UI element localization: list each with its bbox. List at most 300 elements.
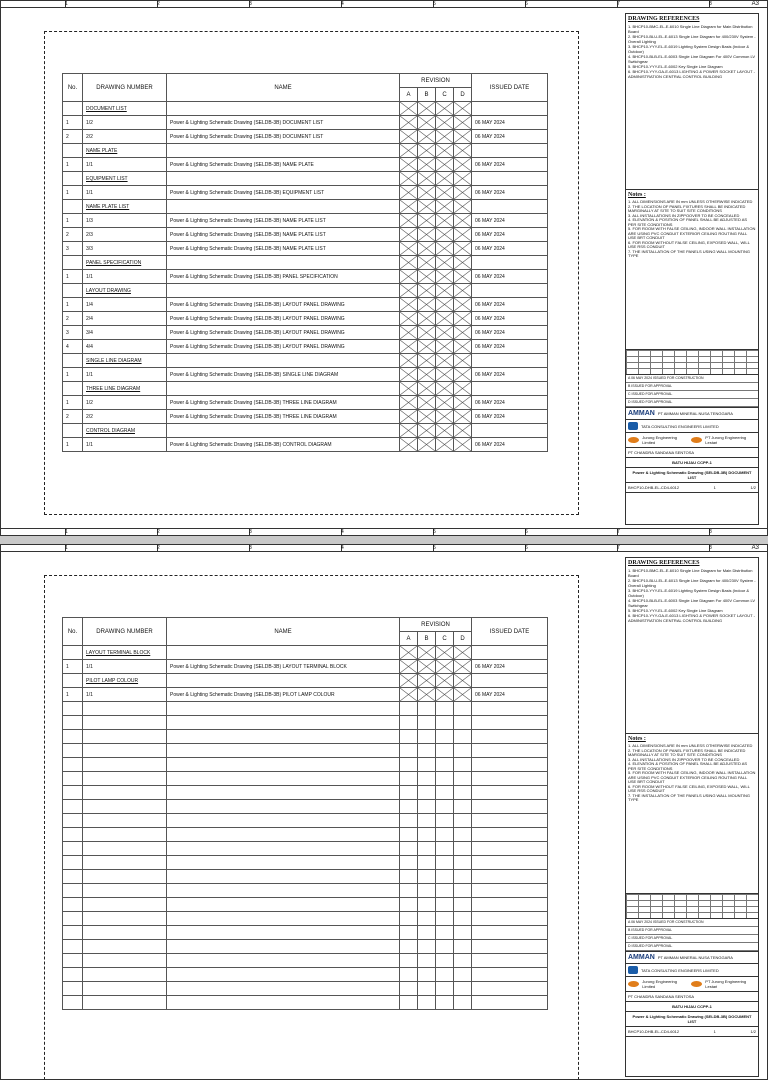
row-no (63, 102, 83, 116)
empty-row (63, 968, 548, 982)
note-item: 3. ALL INSTALLATIONS IN ZIPPOOVER TO BE CONCEALED (628, 212, 740, 218)
table-row (63, 396, 548, 410)
revision-cell (436, 646, 454, 660)
revision-cell (400, 284, 418, 298)
project-row (626, 1002, 758, 1012)
table-row (63, 438, 548, 452)
revision-cell (400, 158, 418, 172)
revision-cell (400, 186, 418, 200)
revision-cell (418, 158, 436, 172)
revision-cell (454, 382, 472, 396)
section-label: SINGLE LINE DIAGRAM (83, 354, 167, 368)
revision-cell (436, 242, 454, 256)
row-no: 2 (63, 130, 83, 144)
revision-cell (400, 326, 418, 340)
row-no (63, 144, 83, 158)
issued-date: 06 MAY 2024 (472, 298, 548, 312)
reference-item: 5. BHCP10-YYY-EL-E-6002 Key Single Line Diagram (628, 64, 723, 69)
drawing-number-row (626, 483, 758, 493)
revision-row: C ISSUED FOR APPROVAL (626, 935, 758, 943)
drawing-number: BHCP10-DHB-EL-CD4-6012 (628, 485, 680, 490)
ruler-number: 2 (157, 545, 160, 551)
reference-item: 4. BHCP10-BLB-EL-E-6003 Single Line Diagram For 400V Common LV Switchgear (628, 598, 756, 608)
empty-row (63, 898, 548, 912)
header-issued-date: ISSUED DATE (472, 74, 548, 102)
bottom-ruler (1, 528, 768, 535)
header-revision: REVISION (400, 618, 472, 632)
ruler-number: 7 (617, 1, 620, 7)
drawing-title: Power & Lighting Schematic Drawing (SELDB-3B) DOCUMENT LIST (632, 470, 752, 480)
empty-row (63, 758, 548, 772)
revision-cell (400, 102, 418, 116)
ruler-number: 3 (249, 1, 252, 7)
page-separator (0, 536, 768, 544)
table-row (63, 326, 548, 340)
owner-name: PT AMMAN MINERAL NUSA TENGGARA (657, 955, 733, 960)
revision-cell (418, 382, 436, 396)
section-label: CONTROL DIAGRAM (83, 424, 167, 438)
table-row (63, 312, 548, 326)
revision-cell (454, 424, 472, 438)
revision-cell (454, 144, 472, 158)
row-no: 1 (63, 158, 83, 172)
drawing-name: Power & Lighting Schematic Drawing (SELDB-3B) DOCUMENT LIST (167, 130, 400, 144)
revision-cell (454, 284, 472, 298)
table-row (63, 200, 548, 214)
issued-date: 06 MAY 2024 (472, 214, 548, 228)
drawing-name: Power & Lighting Schematic Drawing (SELDB-3B) CONTROL DIAGRAM (167, 438, 400, 452)
row-no (63, 382, 83, 396)
header-no: No. (63, 74, 83, 102)
row-no: 1 (63, 396, 83, 410)
table-row (63, 354, 548, 368)
revision-cell (400, 298, 418, 312)
revision-row: A 06 MAY 2024 ISSUED FOR CONSTRUCTION (626, 375, 758, 383)
table-row (63, 172, 548, 186)
revision-cell (418, 396, 436, 410)
note-item: 4. ELEVATION & POSITION OF PANEL SHALL BE ADJUSTED AS PER SITE CONDITIONS (628, 761, 748, 771)
table-row (63, 270, 548, 284)
contractor-row (626, 433, 758, 448)
empty-row (63, 744, 548, 758)
revision-cell (454, 256, 472, 270)
row-no: 3 (63, 326, 83, 340)
revision-cell (436, 284, 454, 298)
drawing-number: 1/3 (83, 214, 167, 228)
revision-cell (436, 256, 454, 270)
revision-cell (454, 186, 472, 200)
revision-cell (418, 172, 436, 186)
row-no (63, 646, 83, 660)
revision-cell (418, 242, 436, 256)
drawing-number: 3/3 (83, 242, 167, 256)
row-no: 1 (63, 688, 83, 702)
revision-cell (400, 688, 418, 702)
empty-row (63, 800, 548, 814)
issued-date: 06 MAY 2024 (472, 242, 548, 256)
issued-date: 06 MAY 2024 (472, 158, 548, 172)
references-title: DRAWING REFERENCES (628, 560, 700, 566)
revision-row: B ISSUED FOR APPROVAL (626, 383, 758, 391)
issued-date: 06 MAY 2024 (472, 228, 548, 242)
revision-cell (400, 200, 418, 214)
revision-cell (418, 424, 436, 438)
revision-cell (418, 368, 436, 382)
drawing-number: 1/1 (83, 688, 167, 702)
revision-cell (454, 660, 472, 674)
issued-date: 06 MAY 2024 (472, 116, 548, 130)
table-row (63, 228, 548, 242)
revision-cell (418, 354, 436, 368)
revision-cell (454, 688, 472, 702)
revision-cell (436, 186, 454, 200)
drawing-name: Power & Lighting Schematic Drawing (SELDB-3B) LAYOUT TERMINAL BLOCK (167, 660, 400, 674)
reference-item: 1. BHCP10-BMC-EL-E-6010 Single Line Diagram for Main Distribution Board (628, 24, 753, 34)
header-drawing-number: DRAWING NUMBER (83, 618, 167, 646)
ruler-number: 5 (433, 529, 436, 535)
revision-cell (418, 410, 436, 424)
project-name: BATU HIJAU CCPP-1 (672, 1004, 712, 1009)
issued-date: 06 MAY 2024 (472, 368, 548, 382)
ruler-number: 2 (157, 529, 160, 535)
top-ruler (1, 545, 768, 552)
section-label: EQUIPMENT LIST (83, 172, 167, 186)
notes-section (626, 734, 758, 894)
subcontractor-row (626, 448, 758, 458)
revision-cell (454, 396, 472, 410)
revision-cell (418, 256, 436, 270)
revision-cell (400, 116, 418, 130)
row-no: 3 (63, 242, 83, 256)
drawing-name: Power & Lighting Schematic Drawing (SELDB-3B) NAME PLATE LIST (167, 214, 400, 228)
consultant-name: TATA CONSULTING ENGINEERS LIMITED (641, 423, 719, 429)
table-row (63, 256, 548, 270)
revision-cell (418, 674, 436, 688)
revision-cell (436, 214, 454, 228)
jel-logo-icon (691, 981, 702, 987)
reference-item: 5. BHCP10-YYY-EL-E-6002 Key Single Line Diagram (628, 608, 723, 613)
note-item: 2. THE LOCATION OF PANEL FIXTURES SHALL BE INDICATED MARGINALLY AT SITE TO SUIT SITE CONDITIONS (628, 747, 746, 757)
owner-name: PT AMMAN MINERAL NUSA TENGGARA (657, 411, 733, 416)
revision-cell (436, 102, 454, 116)
drawing-name: Power & Lighting Schematic Drawing (SELDB-3B) PILOT LAMP COLOUR (167, 688, 400, 702)
revision-cell (418, 298, 436, 312)
row-no: 1 (63, 186, 83, 200)
revision-cell (400, 646, 418, 660)
empty-row (63, 842, 548, 856)
revision-cell (418, 186, 436, 200)
revision-row: D ISSUED FOR APPROVAL (626, 399, 758, 407)
reference-item: 6. BHCP10-YYY-GA-E-6013 LIGHTING & POWER SOCKET LAYOUT - ADMINISTRATION CENTRAL CONTROL BUILDING (628, 613, 755, 623)
revision-table (626, 919, 758, 952)
sheet-size-label: A3 (751, 545, 759, 551)
row-no (63, 354, 83, 368)
row-no (63, 200, 83, 214)
reference-item: 6. BHCP10-YYY-GA-E-6013 LIGHTING & POWER SOCKET LAYOUT - ADMINISTRATION CENTRAL CONTROL BUILDING (628, 69, 755, 79)
of-sheets: 1/2 (750, 1029, 756, 1034)
revision-cell (400, 674, 418, 688)
drawing-name: Power & Lighting Schematic Drawing (SELDB-3B) THREE LINE DIAGRAM (167, 396, 400, 410)
drawing-name: Power & Lighting Schematic Drawing (SELDB-3B) NAME PLATE (167, 158, 400, 172)
note-item: 1. ALL DIMENSIONS ARE IN mm UNLESS OTHERWISE INDICATED (628, 199, 753, 204)
table-row (63, 646, 548, 660)
revision-cell (454, 368, 472, 382)
empty-row (63, 856, 548, 870)
drawing-number: 1/1 (83, 186, 167, 200)
header-rev-d: D (454, 632, 472, 646)
revision-cell (454, 214, 472, 228)
revision-cell (418, 312, 436, 326)
header-rev-d: D (454, 88, 472, 102)
sheet-number: 1 (713, 485, 716, 490)
reference-item: 1. BHCP10-BMC-EL-E-6010 Single Line Diagram for Main Distribution Board (628, 568, 753, 578)
ruler-number: 1 (65, 1, 68, 7)
drawing-name: Power & Lighting Schematic Drawing (SELDB-3B) NAME PLATE LIST (167, 228, 400, 242)
revision-cell (436, 340, 454, 354)
document-register-table (62, 617, 548, 1010)
row-no: 1 (63, 116, 83, 130)
empty-row (63, 730, 548, 744)
ruler-number: 6 (525, 545, 528, 551)
revision-cell (436, 298, 454, 312)
revision-cell (436, 410, 454, 424)
drawing-number: 1/4 (83, 298, 167, 312)
ruler-number: 4 (341, 529, 344, 535)
table-row (63, 102, 548, 116)
note-item: 5. FOR ROOM WITH FALSE CEILING, INDOOR WALL INSTALLATION ARE USING PVC CONDUIT EXTERIOR CEILING ROUTING FALL USE BRT CONDUIT (628, 770, 756, 784)
drawing-name: Power & Lighting Schematic Drawing (SELDB-3B) NAME PLATE LIST (167, 242, 400, 256)
table-row (63, 242, 548, 256)
revision-cell (436, 312, 454, 326)
revision-cell (400, 312, 418, 326)
revision-cell (454, 354, 472, 368)
owner-row (626, 408, 758, 420)
references-title: DRAWING REFERENCES (628, 16, 700, 22)
consultant-row (626, 964, 758, 977)
revision-cell (436, 200, 454, 214)
table-row (63, 674, 548, 688)
header-rev-c: C (436, 632, 454, 646)
revision-cell (454, 340, 472, 354)
contractor-name-2: PT Jurong Engineering Lestari (705, 979, 747, 989)
revision-cell (418, 326, 436, 340)
ruler-number: 6 (525, 1, 528, 7)
revision-cell (436, 144, 454, 158)
row-no: 1 (63, 270, 83, 284)
issued-date: 06 MAY 2024 (472, 396, 548, 410)
revision-row: D ISSUED FOR APPROVAL (626, 943, 758, 951)
tata-logo-icon (628, 422, 638, 430)
revision-cell (436, 270, 454, 284)
drawing-number: 1/2 (83, 116, 167, 130)
note-item: 3. ALL INSTALLATIONS IN ZIPPOOVER TO BE CONCEALED (628, 756, 740, 762)
owner-row (626, 952, 758, 964)
table-row (63, 660, 548, 674)
contractor-name-2: PT Jurong Engineering Lestari (705, 435, 747, 445)
revision-cell (418, 144, 436, 158)
revision-cell (400, 410, 418, 424)
header-rev-a: A (400, 632, 418, 646)
ruler-number: 5 (433, 1, 436, 7)
revision-cell (418, 270, 436, 284)
subcontractor-row (626, 992, 758, 1002)
revision-cell (454, 242, 472, 256)
revision-cell (436, 172, 454, 186)
section-label: THREE LINE DIAGRAM (83, 382, 167, 396)
note-item: 7. THE INSTALLATION OF THE PANELS USING WALL MOUNTING TYPE (628, 248, 751, 258)
project-name: BATU HIJAU CCPP-1 (672, 460, 712, 465)
empty-row (63, 912, 548, 926)
drawing-name: Power & Lighting Schematic Drawing (SELDB-3B) DOCUMENT LIST (167, 116, 400, 130)
revision-cell (400, 214, 418, 228)
section-label: LAYOUT DRAWING (83, 284, 167, 298)
notes-section (626, 190, 758, 350)
issued-date: 06 MAY 2024 (472, 186, 548, 200)
empty-row (63, 884, 548, 898)
revision-row: C ISSUED FOR APPROVAL (626, 391, 758, 399)
ruler-number: 4 (341, 545, 344, 551)
drawing-references (626, 14, 758, 190)
issued-date: 06 MAY 2024 (472, 326, 548, 340)
drawing-references (626, 558, 758, 734)
header-name: NAME (167, 74, 400, 102)
table-row (63, 368, 548, 382)
reference-item: 3. BHCP10-YYY-EL-E-6019 Lighting System Design Basis (Indoor & Outdoor) (628, 588, 750, 598)
drawing-title-row (626, 1012, 758, 1027)
subcontractor-name: PT CHANDRA SANDANA SENTOSA (628, 450, 695, 455)
row-no: 1 (63, 438, 83, 452)
row-no (63, 674, 83, 688)
reference-item: 4. BHCP10-BLB-EL-E-6003 Single Line Diagram For 400V Common LV Switchgear (628, 54, 756, 64)
empty-row (63, 772, 548, 786)
ruler-number: 8 (709, 1, 712, 7)
issued-date: 06 MAY 2024 (472, 688, 548, 702)
drawing-name: Power & Lighting Schematic Drawing (SELDB-3B) THREE LINE DIAGRAM (167, 410, 400, 424)
revision-cell (400, 660, 418, 674)
table-row (63, 214, 548, 228)
jel-logo-icon (691, 437, 702, 443)
issued-date: 06 MAY 2024 (472, 660, 548, 674)
revision-cell (400, 228, 418, 242)
table-row (63, 688, 548, 702)
document-register-table (62, 73, 548, 452)
drawing-number: 1/2 (83, 396, 167, 410)
revision-cell (436, 688, 454, 702)
header-issued-date: ISSUED DATE (472, 618, 548, 646)
revision-cell (454, 674, 472, 688)
section-label: PANEL SPECIFICATION (83, 256, 167, 270)
empty-row (63, 926, 548, 940)
drawing-number: 1/1 (83, 368, 167, 382)
ruler-number: 1 (65, 529, 68, 535)
issued-date: 06 MAY 2024 (472, 270, 548, 284)
drawing-name: Power & Lighting Schematic Drawing (SELDB-3B) PANEL SPECIFICATION (167, 270, 400, 284)
revision-cell (400, 144, 418, 158)
revision-cell (400, 354, 418, 368)
revision-cell (418, 130, 436, 144)
tata-logo-icon (628, 966, 638, 974)
revision-cell (400, 270, 418, 284)
of-sheets: 1/2 (750, 485, 756, 490)
revision-cell (436, 438, 454, 452)
revision-cell (454, 116, 472, 130)
reference-item: 2. BHCP10-BLU-EL-E-6013 Single Line Diagram for 400/230V System - Overall Lighting (628, 578, 756, 588)
row-no: 4 (63, 340, 83, 354)
header-rev-a: A (400, 88, 418, 102)
drawing-name: Power & Lighting Schematic Drawing (SELDB-3B) LAYOUT PANEL DRAWING (167, 298, 400, 312)
drawing-number-row (626, 1027, 758, 1037)
project-row (626, 458, 758, 468)
note-item: 2. THE LOCATION OF PANEL FIXTURES SHALL BE INDICATED MARGINALLY AT SITE TO SUIT SITE CONDITIONS (628, 203, 746, 213)
revision-cell (454, 410, 472, 424)
revision-cell (436, 382, 454, 396)
drawing-number: 1/1 (83, 438, 167, 452)
note-item: 4. ELEVATION & POSITION OF PANEL SHALL BE ADJUSTED AS PER SITE CONDITIONS (628, 217, 748, 227)
empty-row (63, 996, 548, 1010)
revision-cell (400, 382, 418, 396)
ruler-number: 7 (617, 545, 620, 551)
drawing-sheet-1 (0, 0, 768, 536)
revision-cell (454, 270, 472, 284)
table-row (63, 186, 548, 200)
section-label: NAME PLATE LIST (83, 200, 167, 214)
row-no: 1 (63, 660, 83, 674)
revision-cell (418, 102, 436, 116)
revision-row: A 06 MAY 2024 ISSUED FOR CONSTRUCTION (626, 919, 758, 927)
revision-cell (454, 102, 472, 116)
empty-row (63, 982, 548, 996)
revision-cell (436, 424, 454, 438)
ruler-number: 8 (709, 529, 712, 535)
revision-cell (400, 368, 418, 382)
revision-cell (400, 256, 418, 270)
header-drawing-number: DRAWING NUMBER (83, 74, 167, 102)
reference-item: 3. BHCP10-YYY-EL-E-6019 Lighting System Design Basis (Indoor & Outdoor) (628, 44, 750, 54)
row-no (63, 284, 83, 298)
drawing-number: 1/1 (83, 270, 167, 284)
issued-date: 06 MAY 2024 (472, 438, 548, 452)
revision-cell (400, 130, 418, 144)
section-label: DOCUMENT LIST (83, 102, 167, 116)
revision-cell (418, 284, 436, 298)
header-rev-c: C (436, 88, 454, 102)
section-label: NAME PLATE (83, 144, 167, 158)
note-item: 6. FOR ROOM WITHOUT FALSE CEILING, EXPOSED WALL, WILL USE RSS CONDUIT (628, 783, 750, 793)
subcontractor-name: PT CHANDRA SANDANA SENTOSA (628, 994, 695, 999)
revision-cell (436, 116, 454, 130)
drawing-number: BHCP10-DHB-EL-CD4-6012 (628, 1029, 680, 1034)
revision-cell (454, 172, 472, 186)
revision-cell (400, 396, 418, 410)
table-row (63, 410, 548, 424)
ruler-number: 5 (433, 545, 436, 551)
note-item: 5. FOR ROOM WITH FALSE CEILING, INDOOR WALL INSTALLATION ARE USING PVC CONDUIT EXTERIOR CEILING ROUTING FALL USE BRT CONDUIT (628, 226, 756, 240)
drawing-number: 2/2 (83, 130, 167, 144)
revision-cell (454, 200, 472, 214)
header-rev-b: B (418, 88, 436, 102)
revision-cell (400, 242, 418, 256)
table-row (63, 130, 548, 144)
revision-cell (454, 130, 472, 144)
revision-cell (436, 130, 454, 144)
drawing-name: Power & Lighting Schematic Drawing (SELDB-3B) SINGLE LINE DIAGRAM (167, 368, 400, 382)
jel-logo-icon (628, 437, 639, 443)
consultant-name: TATA CONSULTING ENGINEERS LIMITED (641, 967, 719, 973)
row-no: 1 (63, 368, 83, 382)
ruler-number: 3 (249, 529, 252, 535)
row-no: 2 (63, 410, 83, 424)
revision-cell (418, 214, 436, 228)
